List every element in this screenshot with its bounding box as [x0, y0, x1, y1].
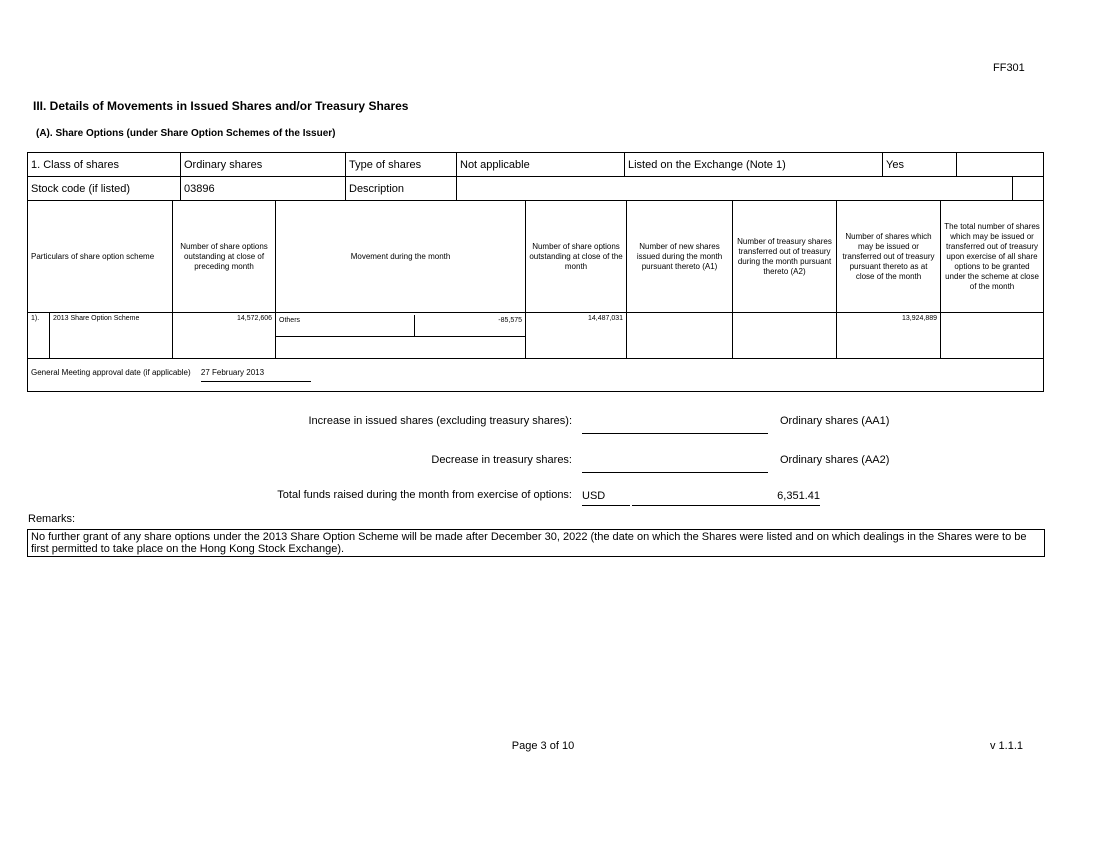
movement-value: -85,575	[498, 317, 523, 324]
subsection-title: (A). Share Options (under Share Option Schemes of the Issuer)	[36, 128, 336, 139]
gm-approval-row	[28, 359, 1044, 392]
row-new-shares	[627, 313, 733, 359]
form-code: FF301	[993, 62, 1025, 74]
row-may-be-issued: 13,924,889	[837, 313, 941, 359]
decrease-unit: Ordinary shares (AA2)	[780, 454, 890, 466]
page-number: Page 3 of 10	[511, 740, 575, 752]
funds-label: Total funds raised during the month from exercise of options:	[277, 489, 572, 501]
decrease-value-line	[582, 457, 768, 473]
class-label: 1. Class of shares	[28, 153, 181, 177]
remarks-label: Remarks:	[28, 513, 76, 525]
col-outstanding-preceding: Number of share options outstanding at close of preceding month	[173, 201, 276, 313]
version-label: v 1.1.1	[990, 740, 1024, 752]
type-value: Not applicable	[457, 153, 625, 177]
class-value: Ordinary shares	[181, 153, 346, 177]
row-scheme: 2013 Share Option Scheme	[50, 313, 173, 359]
listed-label: Listed on the Exchange (Note 1)	[625, 153, 883, 177]
col-outstanding-close: Number of share options outstanding at close of the month	[526, 201, 627, 313]
increase-unit: Ordinary shares (AA1)	[780, 415, 890, 427]
col-may-be-issued: Number of shares which may be issued or transferred out of treasury pursuant thereto as at close of the month	[837, 201, 941, 313]
col-new-shares: Number of new shares issued during the month pursuant thereto (A1)	[627, 201, 733, 313]
increase-label: Increase in issued shares (excluding treasury shares):	[308, 415, 572, 427]
funds-value: 6,351.41	[632, 490, 820, 506]
table-row	[28, 313, 1044, 359]
stock-code-value: 03896	[181, 177, 346, 201]
row-outstanding-preceding: 14,572,606	[173, 313, 276, 359]
col-total-may-be-issued: The total number of shares which may be issued or transferred out of treasury upon exercise of all share options to be granted under the scheme at close of the month	[941, 201, 1044, 313]
description-value	[457, 177, 1013, 201]
row-treasury-transferred	[733, 313, 837, 359]
gm-label: General Meeting approval date (if applicable)	[31, 368, 191, 377]
description-label: Description	[346, 177, 457, 201]
movement-label: Others	[276, 315, 415, 336]
col-movement: Movement during the month	[276, 201, 526, 313]
decrease-label: Decrease in treasury shares:	[431, 454, 572, 466]
row-total-may-be-issued	[941, 313, 1044, 359]
class-of-shares-table	[27, 152, 1044, 201]
movements-table	[27, 200, 1044, 392]
listed-value: Yes	[883, 153, 957, 177]
description-extra-cell	[1013, 177, 1044, 201]
stock-code-label: Stock code (if listed)	[28, 177, 181, 201]
remarks-text: No further grant of any share options under the 2013 Share Option Scheme will be made after December 30, 2022 (the date on which the Shares were listed and on which dealings in the Shares were to be first permitted to take place on the Hong Kong Stock Exchange).	[27, 529, 1045, 557]
row-outstanding-close: 14,487,031	[526, 313, 627, 359]
funds-currency: USD	[582, 490, 630, 506]
row-index: 1).	[28, 313, 50, 359]
row-movement	[276, 313, 526, 359]
col-treasury-transferred: Number of treasury shares transferred out of treasury during the month pursuant thereto (A2)	[733, 201, 837, 313]
listed-extra-cell	[957, 153, 1044, 177]
type-label: Type of shares	[346, 153, 457, 177]
col-particulars: Particulars of share option scheme	[28, 201, 173, 313]
section-title: III. Details of Movements in Issued Shares and/or Treasury Shares	[33, 99, 409, 113]
increase-value-line	[582, 418, 768, 434]
gm-date: 27 February 2013	[201, 368, 311, 382]
